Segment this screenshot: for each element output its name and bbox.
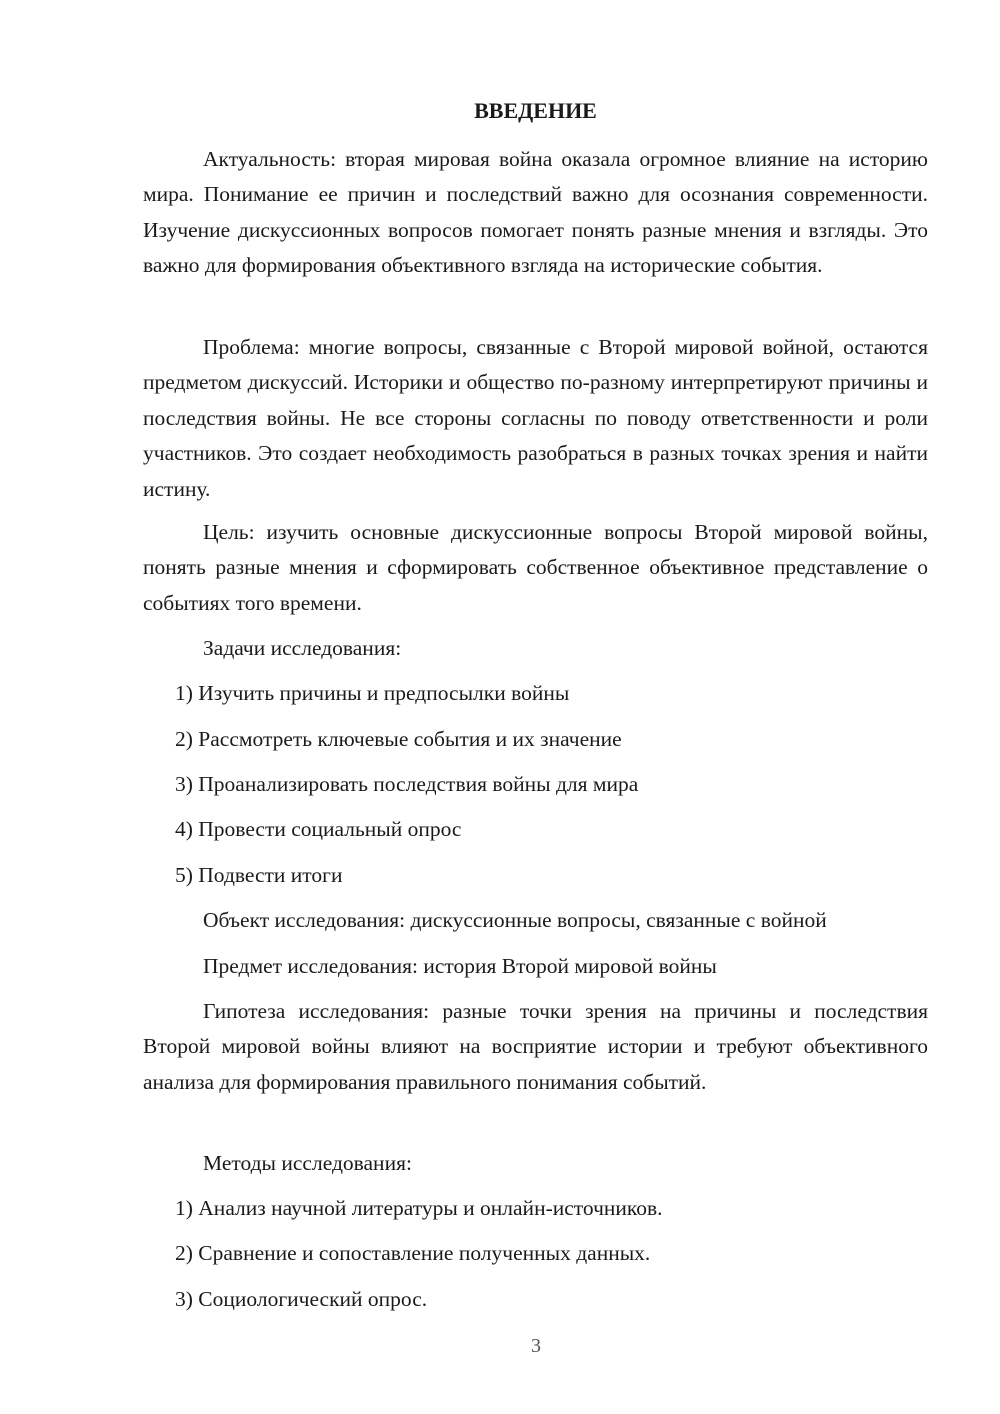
- page-number: 3: [531, 1335, 541, 1357]
- task-item-2: 2) Рассмотреть ключевые события и их значение: [175, 727, 622, 751]
- task-item-1: 1) Изучить причины и предпосылки войны: [175, 681, 570, 705]
- method-item-3: 3) Социологический опрос.: [175, 1287, 428, 1311]
- problem-paragraph: Проблема: многие вопросы, связанные с Второй мировой войной, остаются предметом дискуссий. Историки и общество по-разному интерпретируют причины и последствия войны. Не все стороны согласны по поводу ответственности и роли участников. Это создает необходимость разобраться в разных точках зрения и найти истину.: [143, 335, 928, 501]
- method-item-1: 1) Анализ научной литературы и онлайн-источников.: [175, 1196, 663, 1220]
- subject-line: Предмет исследования: история Второй мировой войны: [203, 954, 717, 978]
- hypothesis-paragraph: Гипотеза исследования: разные точки зрения на причины и последствия Второй мировой войны влияют на восприятие истории и требуют объективного анализа для формирования правильного понимания событий.: [143, 999, 928, 1094]
- method-item-2: 2) Сравнение и сопоставление полученных данных.: [175, 1241, 651, 1265]
- task-item-3: 3) Проанализировать последствия войны для мира: [175, 772, 639, 796]
- section-title: ВВЕДЕНИЕ: [474, 98, 597, 123]
- task-item-4: 4) Провести социальный опрос: [175, 817, 462, 841]
- goal-paragraph: Цель: изучить основные дискуссионные вопросы Второй мировой войны, понять разные мнения и сформировать собственное объективное представление о событиях того времени.: [143, 520, 928, 615]
- relevance-paragraph: Актуальность: вторая мировая война оказала огромное влияние на историю мира. Понимание ее причин и последствий важно для осознания современности. Изучение дискуссионных вопросов помогает понять разные мнения и взгляды. Это важно для формирования объективного взгляда на исторические события.: [143, 147, 928, 278]
- task-item-5: 5) Подвести итоги: [175, 863, 343, 887]
- object-line: Объект исследования: дискуссионные вопросы, связанные с войной: [203, 908, 827, 932]
- tasks-heading: Задачи исследования:: [203, 636, 402, 660]
- methods-heading: Методы исследования:: [203, 1151, 412, 1175]
